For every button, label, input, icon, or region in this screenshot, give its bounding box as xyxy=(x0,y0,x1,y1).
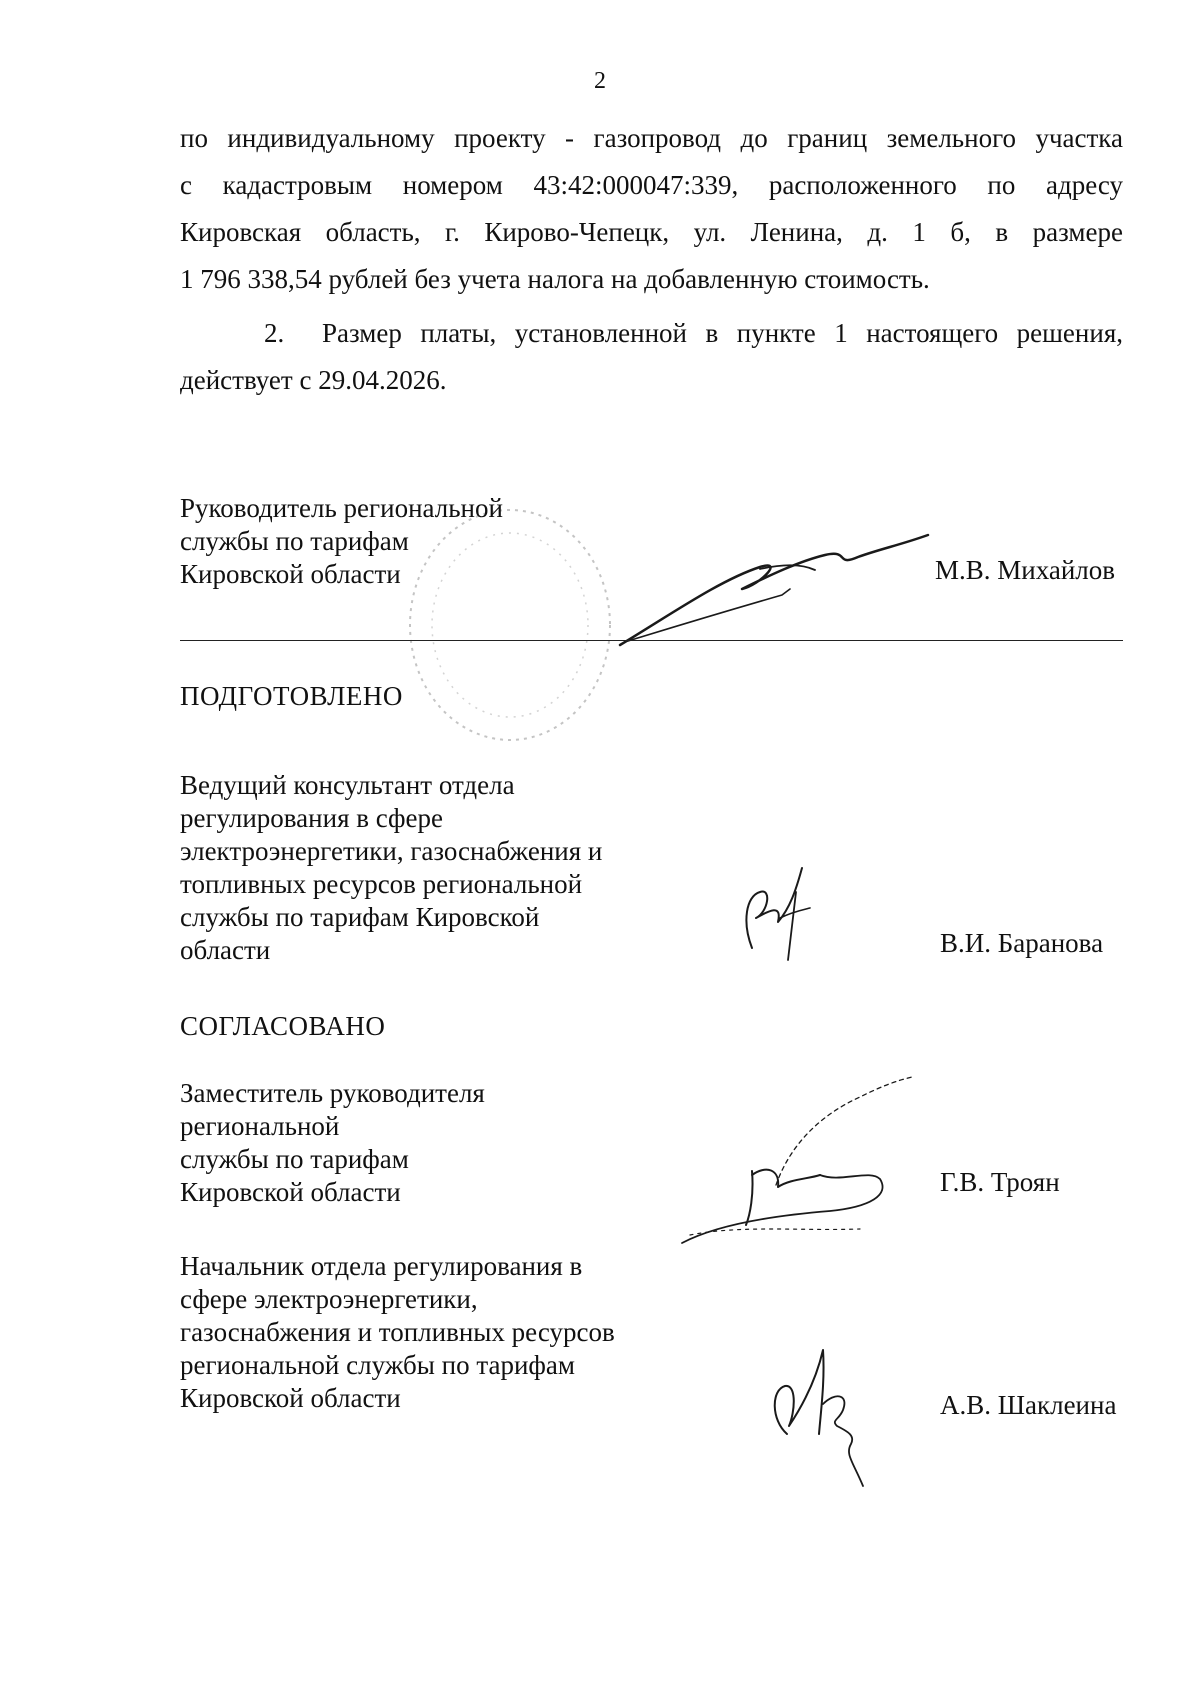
department-head-name: А.В. Шаклеина xyxy=(940,1390,1117,1420)
decision-line-4: 1 796 338,54 рублей без учета налога на добавленную стоимость. xyxy=(180,264,930,294)
item-2-number: 2. xyxy=(264,318,285,348)
separator-line xyxy=(180,640,1123,641)
head-name: М.В. Михайлов xyxy=(935,555,1116,585)
head-signature xyxy=(610,525,940,655)
item-2-line-2: действует с 29.04.2026. xyxy=(180,365,447,395)
deputy-position: Заместитель руководителя региональной службы по тарифам Кировской области xyxy=(180,1078,485,1207)
decision-line-1: по индивидуальному проекту - газопровод до границ земельного участка xyxy=(180,123,1123,153)
item-2-line-1: Размер платы, установленной в пункте 1 настоящего решения, xyxy=(322,318,1123,348)
deputy-signature xyxy=(680,1075,920,1255)
prepared-name: В.И. Баранова xyxy=(940,928,1104,958)
prepared-heading: ПОДГОТОВЛЕНО xyxy=(180,681,403,711)
decision-line-2: с кадастровым номером 43:42:000047:339, расположенного по адресу xyxy=(180,170,1123,200)
department-head-signature xyxy=(765,1340,885,1490)
prepared-position: Ведущий консультант отдела регулирования в сфере электроэнергетики, газоснабжения и топливных ресурсов региональной службы по тарифам Кировской области xyxy=(180,770,603,965)
deputy-name: Г.В. Троян xyxy=(940,1167,1060,1197)
agreed-heading: СОГЛАСОВАНО xyxy=(180,1011,386,1041)
page-number: 2 xyxy=(594,68,606,94)
department-head-position: Начальник отдела регулирования в сфере электроэнергетики, газоснабжения и топливных ресурсов региональной службы по тарифам Кировской области xyxy=(180,1251,615,1413)
head-position: Руководитель региональной службы по тарифам Кировской области xyxy=(180,493,503,589)
prepared-signature xyxy=(738,862,818,962)
decision-line-3: Кировская область, г. Кирово-Чепецк, ул. Ленина, д. 1 б, в размере xyxy=(180,217,1123,247)
